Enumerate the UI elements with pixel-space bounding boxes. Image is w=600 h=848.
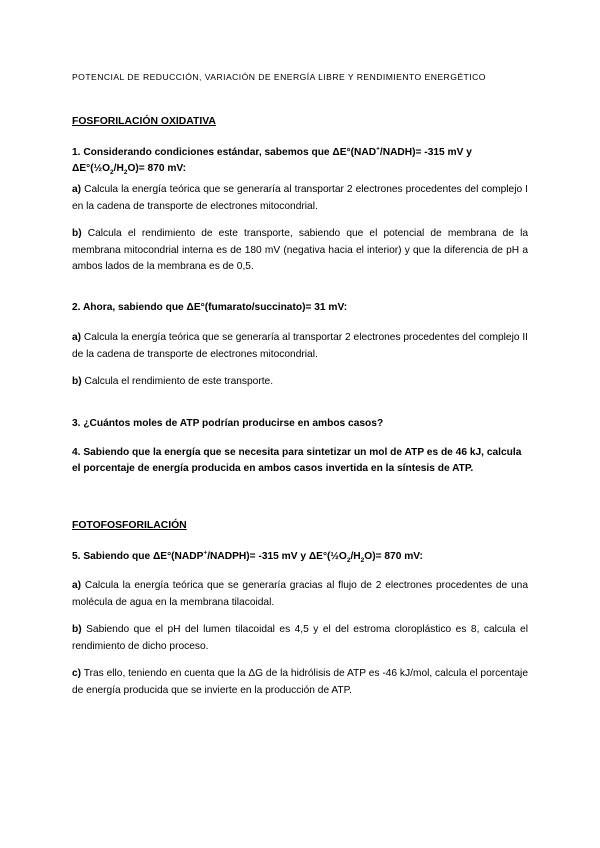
q5-text-d: O)= 870 mV: <box>364 551 423 562</box>
q5-text-c: /H <box>350 551 361 562</box>
q1-text-2a: ΔE°(½O <box>72 163 111 174</box>
q1-text-1a: 1. Considerando condiciones estándar, sabemos que ΔE°(NAD <box>72 147 377 158</box>
q5-sub2: 2 <box>360 557 365 565</box>
q5-text-a: 5. Sabiendo que ΔE°(NADP <box>72 551 204 562</box>
document-title: POTENCIAL DE REDUCCIÓN, VARIACIÓN DE ENERGÍA LIBRE Y RENDIMIENTO ENERGÉTICO <box>72 72 486 82</box>
q1-text-1b: /NADH)= -315 mV y <box>379 147 472 158</box>
q1-text-2c: O)= 870 mV: <box>127 163 187 174</box>
q2a-label: a) <box>72 332 82 343</box>
q2b-label: b) <box>72 376 82 387</box>
question-2-heading: 2. Ahora, sabiendo que ΔE°(fumarato/succinato)= 31 mV: <box>72 302 348 313</box>
q1a-text: Calcula la energía teórica que se generaría al transportar 2 electrones procedentes del complejo I en la cadena de transporte de electrones mitocondrial. <box>72 184 528 212</box>
question-1b <box>72 226 528 276</box>
q1b-label: b) <box>72 228 82 239</box>
q1-sub2: 2 <box>123 169 128 177</box>
q5c-text: Tras ello, teniendo en cuenta que la ΔG de la hidrólisis de ATP es -46 kJ/mol, calcula el porcentaje de energía producida que se invierte en la producción de ATP. <box>72 668 528 696</box>
question-5b <box>72 622 528 655</box>
question-5a <box>72 578 528 611</box>
q2a-text: Calcula la energía teórica que se generaría al transportar 2 electrones procedentes del complejo II de la cadena de transporte de electrones mitocondrial. <box>72 332 528 360</box>
question-2b <box>72 374 528 391</box>
q5a-label: a) <box>72 580 82 591</box>
q2b-text: Calcula el rendimiento de este transporte. <box>84 376 274 387</box>
q1-sub1: 2 <box>110 169 114 177</box>
question-1-heading <box>72 145 528 177</box>
q5b-label: b) <box>72 624 82 635</box>
q1-text-2b: /H <box>113 163 124 174</box>
question-1a <box>72 182 528 215</box>
q5c-label: c) <box>72 668 82 679</box>
question-5-heading <box>72 549 528 565</box>
q5-sub1: 2 <box>346 557 351 565</box>
question-5c <box>72 666 528 699</box>
question-2a <box>72 330 528 363</box>
question-4-heading: 4. Sabiendo que la energía que se necesita para sintetizar un mol de ATP es de 46 kJ, calcula el porcentaje de energía producida en ambos casos invertida en la síntesis de ATP. <box>72 447 522 474</box>
q1b-text: Calcula el rendimiento de este transporte, sabiendo que el potencial de membrana de la membrana mitocondrial interna es de 180 mV (negativa hacia el interior) y que la diferencia de pH a ambos lados de la membrana es de 0,5. <box>72 228 528 272</box>
q1-sup: + <box>376 145 380 153</box>
q5b-text: Sabiendo que el pH del lumen tilacoidal es 4,5 y el del estroma cloroplástico es 8, calcula el rendimiento de dicho proceso. <box>72 624 528 652</box>
section-heading-oxidativa: FOSFORILACIÓN OXIDATIVA <box>72 116 216 127</box>
q5-text-b: /NADPH)= -315 mV y ΔE°(½O <box>207 551 347 562</box>
section-heading-foto: FOTOFOSFORILACIÓN <box>72 520 187 531</box>
q5a-text: Calcula la energía teórica que se generaría gracias al flujo de 2 electrones procedentes de una molécula de agua en la membrana tilacoidal. <box>72 580 528 608</box>
q5-sup: + <box>203 549 208 557</box>
q1a-label: a) <box>72 184 82 195</box>
question-3-heading: 3. ¿Cuántos moles de ATP podrían producirse en ambos casos? <box>72 418 384 429</box>
